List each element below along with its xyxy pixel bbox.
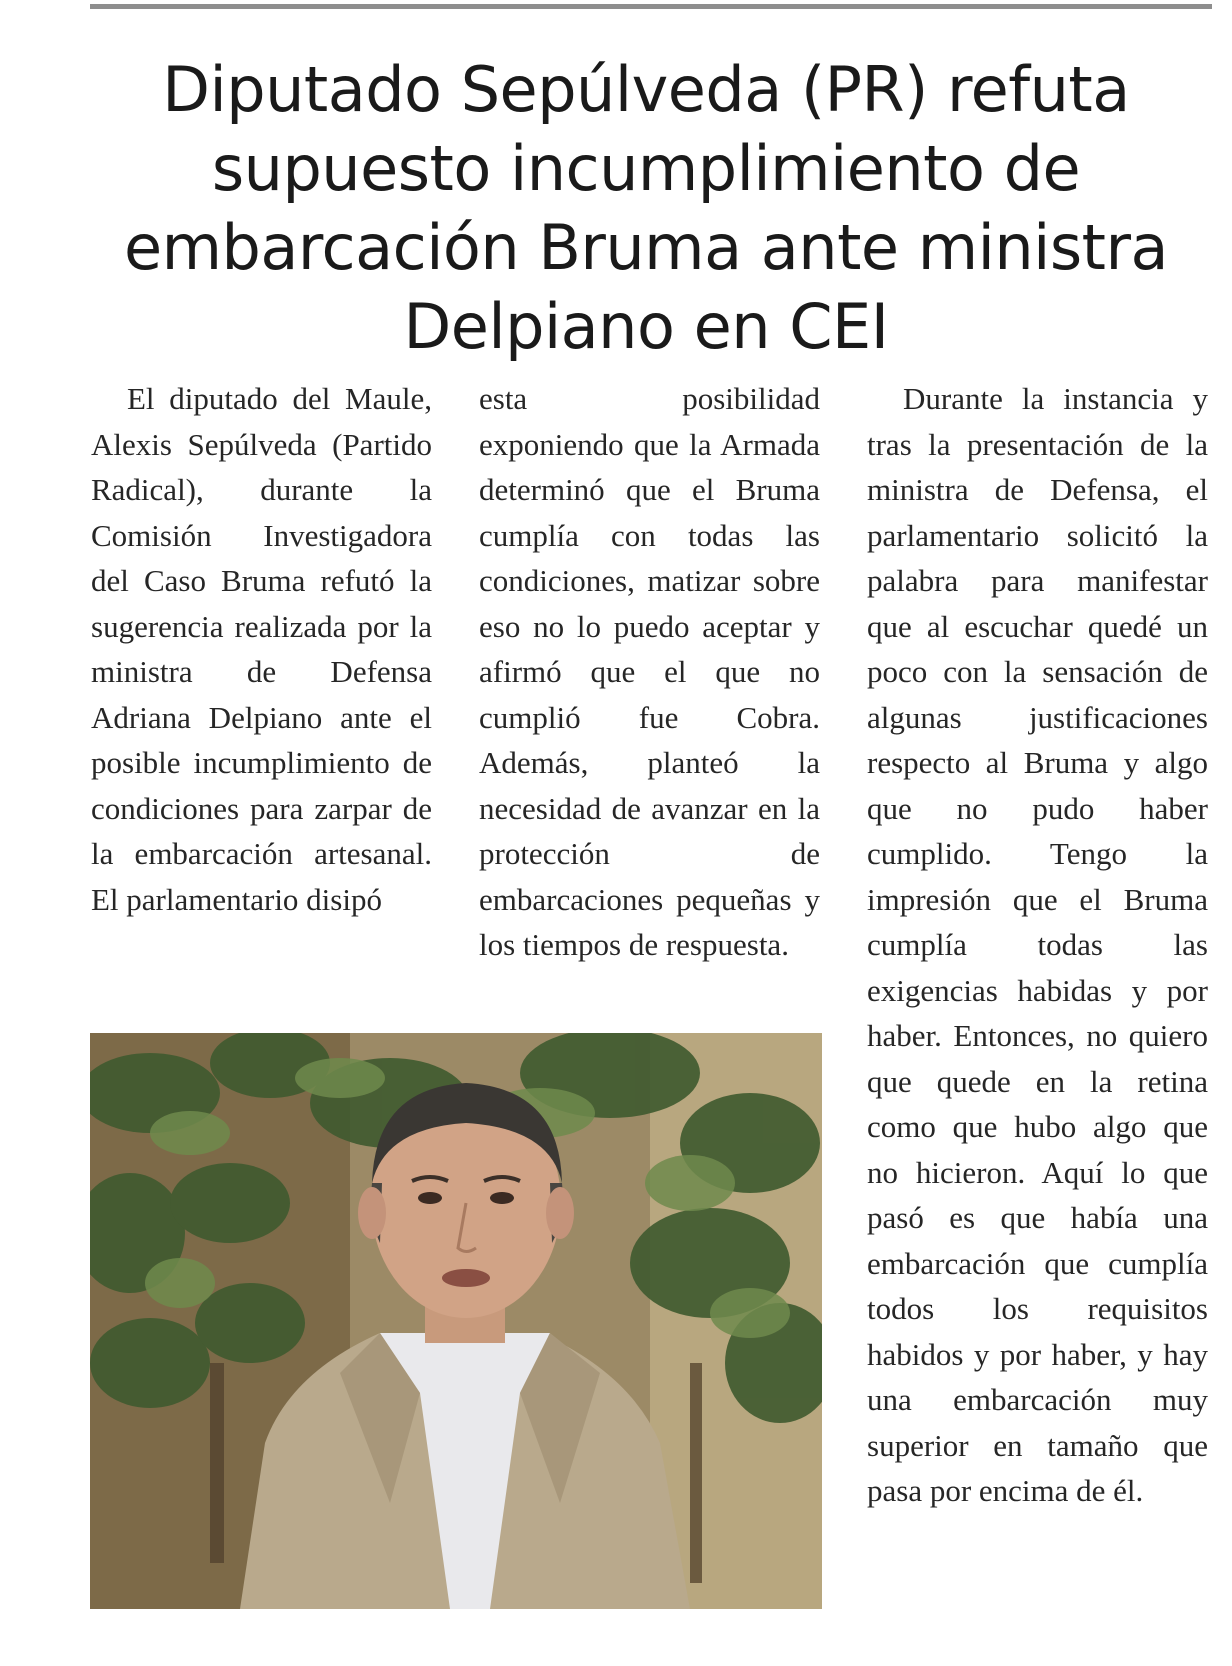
- article-headline: Diputado Sepúlveda (PR) refuta supuesto incumplimiento de embarcación Bruma ante ministra Delpiano en CEI: [124, 53, 1168, 363]
- article-column-3: [867, 376, 1208, 1514]
- column-2-text: esta posibilidad exponiendo que la Armada determinó que el Bruma cumplía con todas las condiciones, matizar sobre eso no lo puedo aceptar y afirmó que el que no cumplió fue Cobra. Además, planteó la necesidad de avanzar en la protección de embarcaciones pequeñas y los tiempos de respuesta.: [479, 381, 820, 962]
- column-3-text: Durante la instancia y tras la presentación de la ministra de Defensa, el parlamentario solicitó la palabra para manifestar que al escuchar quedé un poco con la sensación de algunas justificaciones respecto al Bruma y algo que no pudo haber cumplido. Tengo la impresión que el Bruma cumplía todas las exigencias habidas y por haber. Entonces, no quiero que quede en la retina como que hubo algo que no hicieron. Aquí lo que pasó es que había una embarcación que cumplía todos los requisitos habidos y por haber, y hay una embarcación muy superior en tamaño que pasa por encima de él.: [867, 381, 1208, 1508]
- top-rule: [90, 4, 1212, 9]
- article-photo: [90, 1033, 822, 1609]
- column-1-text: El diputado del Maule, Alexis Sepúlveda (Partido Radical), durante la Comisión Investigadora del Caso Bruma refutó la sugerencia realizada por la ministra de Defensa Adriana Delpiano ante el posible incumplimiento de condiciones para zarpar de la embarcación artesanal. El parlamentario disipó: [91, 381, 432, 917]
- article-column-1: [91, 376, 432, 922]
- article-column-2: [479, 376, 820, 968]
